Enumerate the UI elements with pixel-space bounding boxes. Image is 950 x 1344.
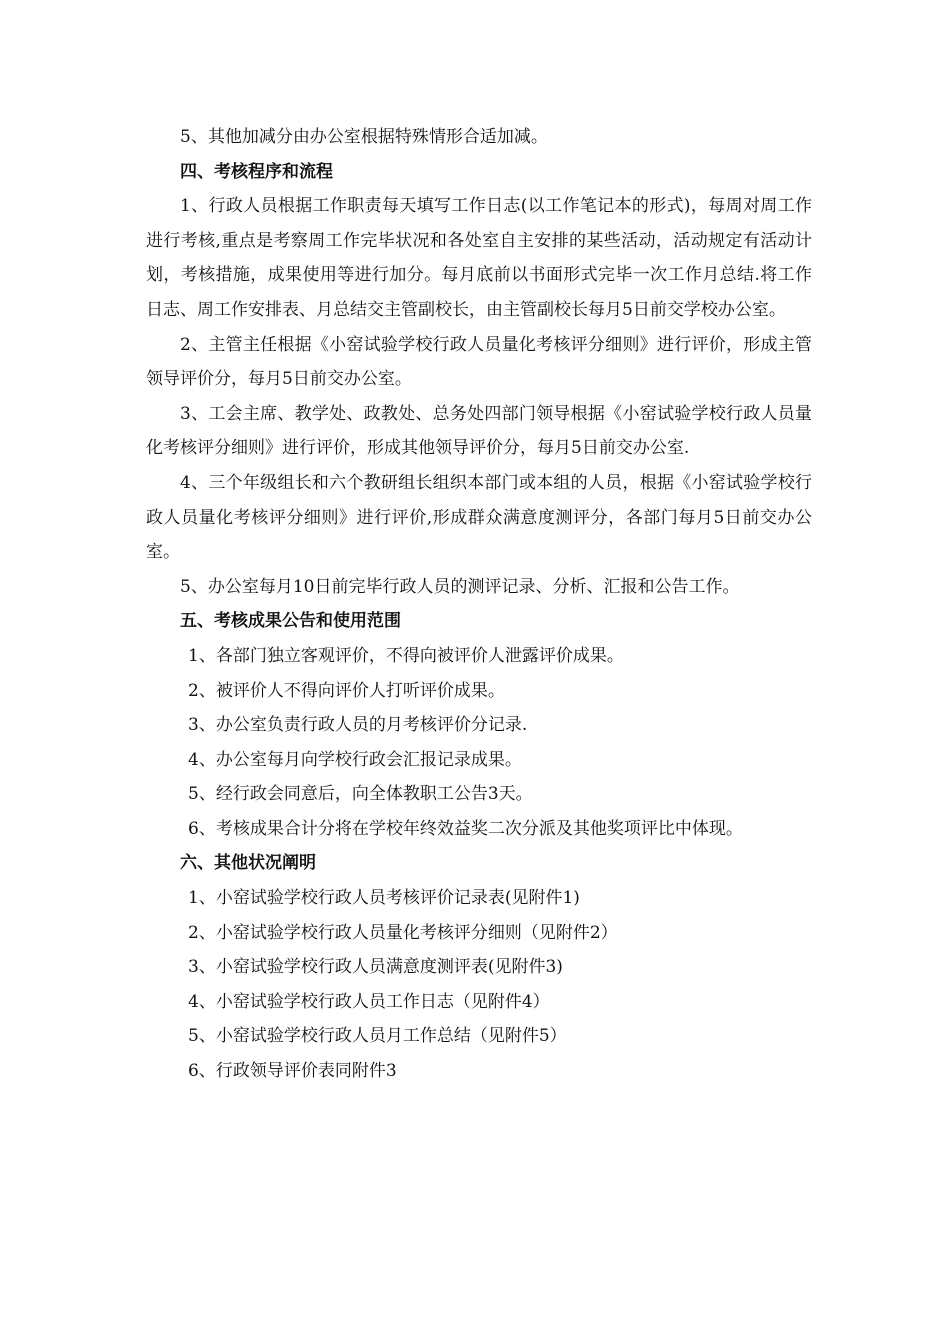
paragraph-4-4: 4、三个年级组长和六个教研组长组织本部门或本组的人员，根据《小窑试验学校行政人员量化考核评分细则》进行评价,形成群众满意度测评分，各部门每月5日前交办公室。	[146, 472, 812, 563]
section-5-item: 2、被评价人不得向评价人打听评价成果。	[188, 680, 505, 701]
paragraph-4-5: 5、办公室每月10日前完毕行政人员的测评记录、分析、汇报和公告工作。	[180, 576, 740, 597]
section-6-item: 6、行政领导评价表同附件3	[188, 1061, 397, 1082]
heading-section-4: 四、考核程序和流程	[180, 161, 333, 182]
section-6-item: 5、小窑试验学校行政人员月工作总结（见附件5）	[188, 1026, 567, 1047]
heading-section-5: 五、考核成果公告和使用范围	[180, 611, 401, 632]
heading-section-6: 六、其他状况阐明	[180, 853, 316, 874]
section-6-item: 4、小窑试验学校行政人员工作日志（见附件4）	[188, 991, 550, 1012]
section-6-item: 1、小窑试验学校行政人员考核评价记录表(见附件1)	[188, 888, 580, 909]
section-5-item: 1、各部门独立客观评价，不得向被评价人泄露评价成果。	[188, 645, 624, 666]
section-5-item: 4、办公室每月向学校行政会汇报记录成果。	[188, 749, 522, 770]
section-5-item: 3、办公室负责行政人员的月考核评价分记录.	[188, 715, 528, 736]
paragraph-4-1: 1、行政人员根据工作职责每天填写工作日志(以工作笔记本的形式)，每周对周工作进行考核,重点是考察周工作完毕状况和各处室自主安排的某些活动，活动规定有活动计划，考核措施，成果使用等进行加分。每月底前以书面形式完毕一次工作月总结.将工作日志、周工作安排表、月总结交主管副校长，由主管副校长每月5日前交学校办公室。	[146, 196, 812, 320]
paragraph-4-3: 3、工会主席、教学处、政教处、总务处四部门领导根据《小窑试验学校行政人员量化考核评分细则》进行评价，形成其他领导评价分，每月5日前交办公室.	[146, 403, 812, 459]
paragraph-other-adjustments: 5、其他加减分由办公室根据特殊情形合适加减。	[180, 127, 548, 147]
section-5-item: 6、考核成果合计分将在学校年终效益奖二次分派及其他奖项评比中体现。	[188, 818, 743, 839]
section-6-item: 2、小窑试验学校行政人员量化考核评分细则（见附件2）	[188, 922, 618, 943]
document-body	[146, 120, 812, 1089]
paragraph-4-2: 2、主管主任根据《小窑试验学校行政人员量化考核评分细则》进行评价，形成主管领导评价分，每月5日前交办公室。	[146, 334, 812, 390]
section-5-item: 5、经行政会同意后，向全体教职工公告3天。	[188, 784, 533, 805]
section-6-item: 3、小窑试验学校行政人员满意度测评表(见附件3)	[188, 957, 563, 978]
